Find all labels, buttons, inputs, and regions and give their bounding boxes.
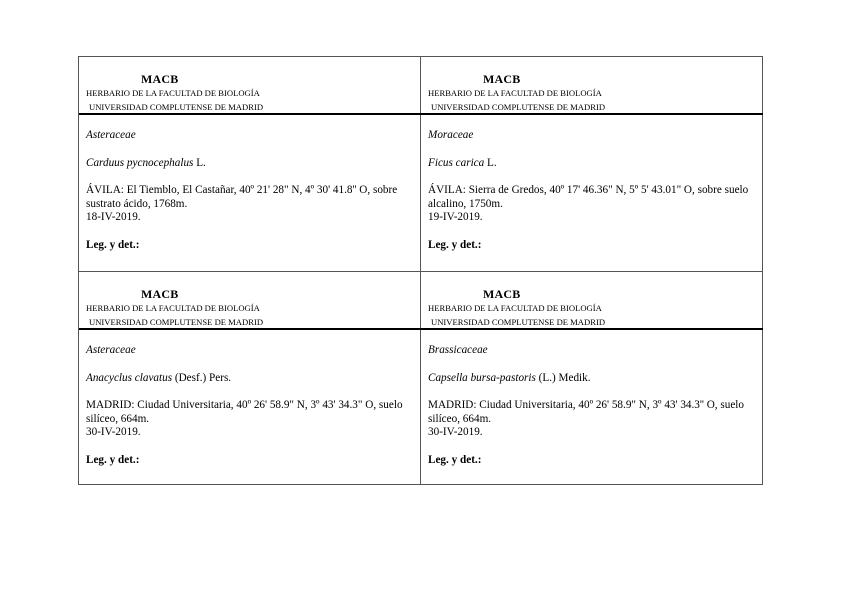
herbarium-label xyxy=(421,57,763,271)
faculty-line: HERBARIO DE LA FACULTAD DE BIOLOGÍA xyxy=(428,88,602,98)
label-body xyxy=(86,129,411,253)
herbarium-label xyxy=(79,272,421,486)
family-name: Brassicaceae xyxy=(428,344,488,356)
university-line: UNIVERSIDAD COMPLUTENSE DE MADRID xyxy=(431,317,606,327)
herbarium-code: MACB xyxy=(141,287,179,301)
collection-date: 18-IV-2019. xyxy=(86,211,141,224)
label-body xyxy=(428,344,753,468)
herbarium-code: MACB xyxy=(483,287,521,301)
label-sheet xyxy=(78,56,763,485)
label-header xyxy=(79,272,421,330)
collection-date: 30-IV-2019. xyxy=(86,426,141,439)
legit-determinavit: Leg. y det.: xyxy=(428,453,482,466)
species-name: Ficus carica xyxy=(428,156,485,169)
label-body xyxy=(86,344,411,468)
family-name: Moraceae xyxy=(428,129,474,141)
label-header xyxy=(421,57,763,115)
species-line xyxy=(428,157,753,171)
locality: MADRID: Ciudad Universitaria, 40º 26' 58.9" N, 3º 43' 34.3'' O, suelo silíceo, 664m. xyxy=(428,399,745,425)
species-author: (L.) Medik. xyxy=(535,371,591,384)
herbarium-label xyxy=(421,272,763,486)
family-name: Asteraceae xyxy=(86,344,136,356)
species-author: L. xyxy=(484,156,497,169)
university-line: UNIVERSIDAD COMPLUTENSE DE MADRID xyxy=(89,317,264,327)
label-header xyxy=(79,57,421,115)
species-line xyxy=(428,372,753,386)
herbarium-label xyxy=(79,57,421,271)
species-line xyxy=(86,372,411,386)
label-header xyxy=(421,272,763,330)
faculty-line: HERBARIO DE LA FACULTAD DE BIOLOGÍA xyxy=(86,303,260,313)
species-name: Anacyclus clavatus xyxy=(86,371,173,384)
species-author: L. xyxy=(193,156,206,169)
locality: MADRID: Ciudad Universitaria, 40º 26' 58.9" N, 3º 43' 34.3" O, suelo silíceo, 664m. xyxy=(86,399,403,425)
species-name: Carduus pycnocephalus xyxy=(86,156,194,169)
species-line xyxy=(86,157,411,171)
faculty-line: HERBARIO DE LA FACULTAD DE BIOLOGÍA xyxy=(86,88,260,98)
family-name: Asteraceae xyxy=(86,129,136,141)
herbarium-code: MACB xyxy=(141,72,179,86)
locality: ÁVILA: Sierra de Gredos, 40º 17' 46.36" N, 5º 5' 43.01" O, sobre suelo alcalino, 1750m. xyxy=(428,184,749,210)
university-line: UNIVERSIDAD COMPLUTENSE DE MADRID xyxy=(89,102,264,112)
label-body xyxy=(428,129,753,253)
university-line: UNIVERSIDAD COMPLUTENSE DE MADRID xyxy=(431,102,606,112)
collection-date: 19-IV-2019. xyxy=(428,211,483,224)
legit-determinavit: Leg. y det.: xyxy=(86,453,140,466)
legit-determinavit: Leg. y det.: xyxy=(428,238,482,251)
locality: ÁVILA: El Tiemblo, El Castañar, 40º 21' 28" N, 4º 30' 41.8'' O, sobre sustrato ácido, 1768m. xyxy=(86,184,398,210)
species-author: (Desf.) Pers. xyxy=(172,371,232,384)
species-name: Capsella bursa-pastoris xyxy=(428,371,536,384)
herbarium-code: MACB xyxy=(483,72,521,86)
faculty-line: HERBARIO DE LA FACULTAD DE BIOLOGÍA xyxy=(428,303,602,313)
collection-date: 30-IV-2019. xyxy=(428,426,483,439)
legit-determinavit: Leg. y det.: xyxy=(86,238,140,251)
